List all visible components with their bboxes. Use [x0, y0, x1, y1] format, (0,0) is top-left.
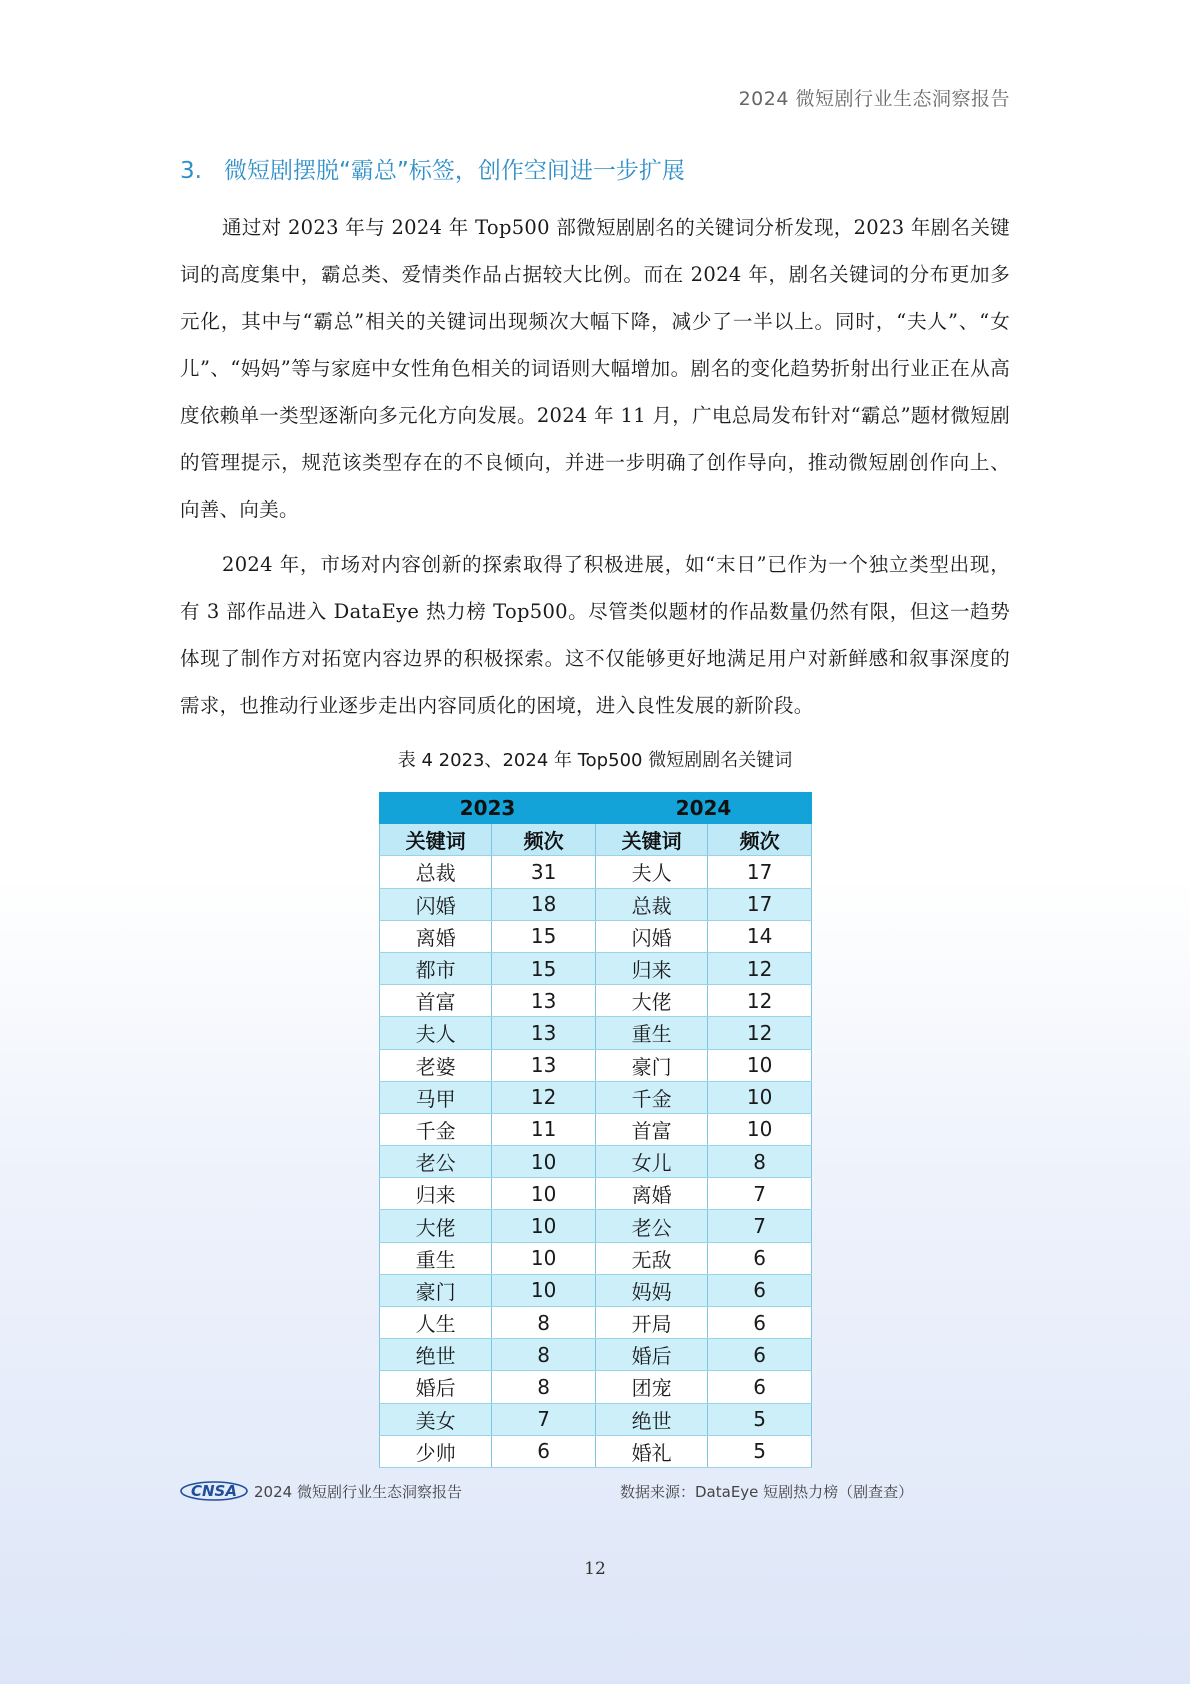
keyword-2023-cell: 老公: [380, 1146, 492, 1178]
keyword-2024-cell: 团宠: [595, 1371, 707, 1403]
paragraph-1: 通过对 2023 年与 2024 年 Top500 部微短剧剧名的关键词分析发现，2023 年剧名关键词的高度集中，霸总类、爱情类作品占据较大比例。而在 2024 年，剧名关键词的分布更加多元化，其中与“霸总”相关的关键词出现频次大幅下降，减少了一半以上。同时，“夫人”、“女儿”、“妈妈”等与家庭中女性角色相关的词语则大幅增加。剧名的变化趋势折射出行业正在从高度依赖单一类型逐渐向多元化方向发展。2024 年 11 月，广电总局发布针对“霸总”题材微短剧的管理提示，规范该类型存在的不良倾向，并进一步明确了创作导向，推动微短剧创作向上、向善、向美。: [180, 216, 1010, 521]
cnsa-logo: [180, 1480, 248, 1502]
freq-2023-cell: 31: [492, 856, 596, 888]
freq-2023-cell: 13: [492, 1049, 596, 1081]
freq-2023-cell: 8: [492, 1371, 596, 1403]
freq-2024-cell: 6: [708, 1242, 812, 1274]
freq-2023-cell: 12: [492, 1081, 596, 1113]
keyword-2023-cell: 归来: [380, 1178, 492, 1210]
freq-2023-cell: 10: [492, 1146, 596, 1178]
keyword-2023-cell: 人生: [380, 1307, 492, 1339]
freq-2024-cell: 6: [708, 1339, 812, 1371]
keyword-2024-cell: 夫人: [595, 856, 707, 888]
table-row: [380, 888, 812, 920]
table-row: [380, 1017, 812, 1049]
year-2024-header: 2024: [595, 792, 811, 824]
table-row: [380, 985, 812, 1017]
freq-2024-cell: 10: [708, 1081, 812, 1113]
keyword-2023-cell: 重生: [380, 1242, 492, 1274]
keyword-2024-cell: 重生: [595, 1017, 707, 1049]
section-title: 微短剧摆脱“霸总”标签，创作空间进一步扩展: [224, 158, 685, 184]
table-row: [380, 1210, 812, 1242]
keyword-table: [379, 792, 812, 1468]
keyword-2024-cell: 千金: [595, 1081, 707, 1113]
freq-2023-cell: 10: [492, 1178, 596, 1210]
year-2023-header: 2023: [380, 792, 596, 824]
footer-left: [180, 1480, 462, 1502]
keyword-2024-cell: 女儿: [595, 1146, 707, 1178]
table-row: [380, 1178, 812, 1210]
table-year-row: [380, 792, 812, 824]
keyword-2024-cell: 开局: [595, 1307, 707, 1339]
table-row: [380, 1113, 812, 1145]
table-row: [380, 1307, 812, 1339]
keyword-2023-cell: 美女: [380, 1403, 492, 1435]
table-row: [380, 920, 812, 952]
keyword-2023-cell: 少帅: [380, 1435, 492, 1467]
freq-2023-cell: 13: [492, 1017, 596, 1049]
table-row: [380, 1435, 812, 1467]
table-row: [380, 1403, 812, 1435]
keyword-2023-cell: 夫人: [380, 1017, 492, 1049]
footer-report-name: 2024 微短剧行业生态洞察报告: [254, 1482, 462, 1501]
keyword-2023-cell: 千金: [380, 1113, 492, 1145]
section-number: 3.: [180, 158, 202, 184]
keyword-2023-cell: 首富: [380, 985, 492, 1017]
paragraph-2: 2024 年，市场对内容创新的探索取得了积极进展，如“末日”已作为一个独立类型出现，有 3 部作品进入 DataEye 热力榜 Top500。尽管类似题材的作品数量仍然有限，但这一趋势体现了制作方对拓宽内容边界的积极探索。这不仅能够更好地满足用户对新鲜感和叙事深度的需求，也推动行业逐步走出内容同质化的困境，进入良性发展的新阶段。: [180, 553, 1010, 717]
table-row: [380, 1146, 812, 1178]
keyword-2024-cell: 归来: [595, 952, 707, 984]
keyword-2023-cell: 马甲: [380, 1081, 492, 1113]
keyword-2024-cell: 闪婚: [595, 920, 707, 952]
keyword-2024-cell: 总裁: [595, 888, 707, 920]
freq-2023-cell: 8: [492, 1307, 596, 1339]
table-caption: 表 4 2023、2024 年 Top500 微短剧剧名关键词: [397, 750, 793, 771]
freq-2024-cell: 10: [708, 1049, 812, 1081]
freq-2024-cell: 14: [708, 920, 812, 952]
section-heading: [180, 152, 685, 185]
keyword-2023-cell: 老婆: [380, 1049, 492, 1081]
keyword-2023-cell: 总裁: [380, 856, 492, 888]
freq-2023-cell: 7: [492, 1403, 596, 1435]
keyword-2024-cell: 豪门: [595, 1049, 707, 1081]
freq-2024-cell: 12: [708, 985, 812, 1017]
freq-2023-cell: 6: [492, 1435, 596, 1467]
table-column-header-row: [380, 824, 812, 856]
table-row: [380, 1339, 812, 1371]
table-row: [380, 1242, 812, 1274]
keyword-2024-cell: 首富: [595, 1113, 707, 1145]
freq-2023-cell: 11: [492, 1113, 596, 1145]
freq-2024-cell: 8: [708, 1146, 812, 1178]
logo-text: CNSA: [191, 1482, 237, 1500]
table-row: [380, 1049, 812, 1081]
freq-2024-cell: 17: [708, 888, 812, 920]
keyword-2023-cell: 闪婚: [380, 888, 492, 920]
freq-2023-cell: 18: [492, 888, 596, 920]
keyword-2023-cell: 婚后: [380, 1371, 492, 1403]
keyword-2023-cell: 豪门: [380, 1274, 492, 1306]
freq-2024-cell: 6: [708, 1371, 812, 1403]
freq-2024-cell: 6: [708, 1274, 812, 1306]
page-number: 12: [584, 1559, 606, 1579]
keyword-2024-cell: 妈妈: [595, 1274, 707, 1306]
keyword-2023-cell: 离婚: [380, 920, 492, 952]
freq-2023-cell: 10: [492, 1242, 596, 1274]
freq-2023-cell: 10: [492, 1210, 596, 1242]
keyword-2024-cell: 婚礼: [595, 1435, 707, 1467]
keyword-2023-cell: 绝世: [380, 1339, 492, 1371]
freq-2023-cell: 15: [492, 952, 596, 984]
freq-2024-cell: 10: [708, 1113, 812, 1145]
freq-2024-cell: 17: [708, 856, 812, 888]
freq-2024-cell: 7: [708, 1178, 812, 1210]
keyword-2023-cell: 都市: [380, 952, 492, 984]
freq-2023-cell: 13: [492, 985, 596, 1017]
table-row: [380, 1081, 812, 1113]
keyword-2024-cell: 绝世: [595, 1403, 707, 1435]
keyword-2023-cell: 大佬: [380, 1210, 492, 1242]
freq-2024-cell: 7: [708, 1210, 812, 1242]
freq-2024-cell: 12: [708, 1017, 812, 1049]
freq-2024-cell: 5: [708, 1435, 812, 1467]
freq-2024-cell: 5: [708, 1403, 812, 1435]
running-header: 2024 微短剧行业生态洞察报告: [738, 88, 1010, 110]
col-keyword-2023: 关键词: [380, 824, 492, 856]
keyword-2024-cell: 无敌: [595, 1242, 707, 1274]
keyword-2024-cell: 婚后: [595, 1339, 707, 1371]
col-keyword-2024: 关键词: [595, 824, 707, 856]
table-row: [380, 856, 812, 888]
freq-2024-cell: 12: [708, 952, 812, 984]
freq-2024-cell: 6: [708, 1307, 812, 1339]
keyword-2024-cell: 大佬: [595, 985, 707, 1017]
freq-2023-cell: 15: [492, 920, 596, 952]
table-body: [380, 856, 812, 1468]
table-row: [380, 952, 812, 984]
table-row: [380, 1371, 812, 1403]
data-source: 数据来源：DataEye 短剧热力榜（剧查查）: [620, 1483, 914, 1501]
keyword-2024-cell: 老公: [595, 1210, 707, 1242]
freq-2023-cell: 10: [492, 1274, 596, 1306]
keyword-2024-cell: 离婚: [595, 1178, 707, 1210]
col-freq-2024: 频次: [708, 824, 812, 856]
table-row: [380, 1274, 812, 1306]
freq-2023-cell: 8: [492, 1339, 596, 1371]
col-freq-2023: 频次: [492, 824, 596, 856]
